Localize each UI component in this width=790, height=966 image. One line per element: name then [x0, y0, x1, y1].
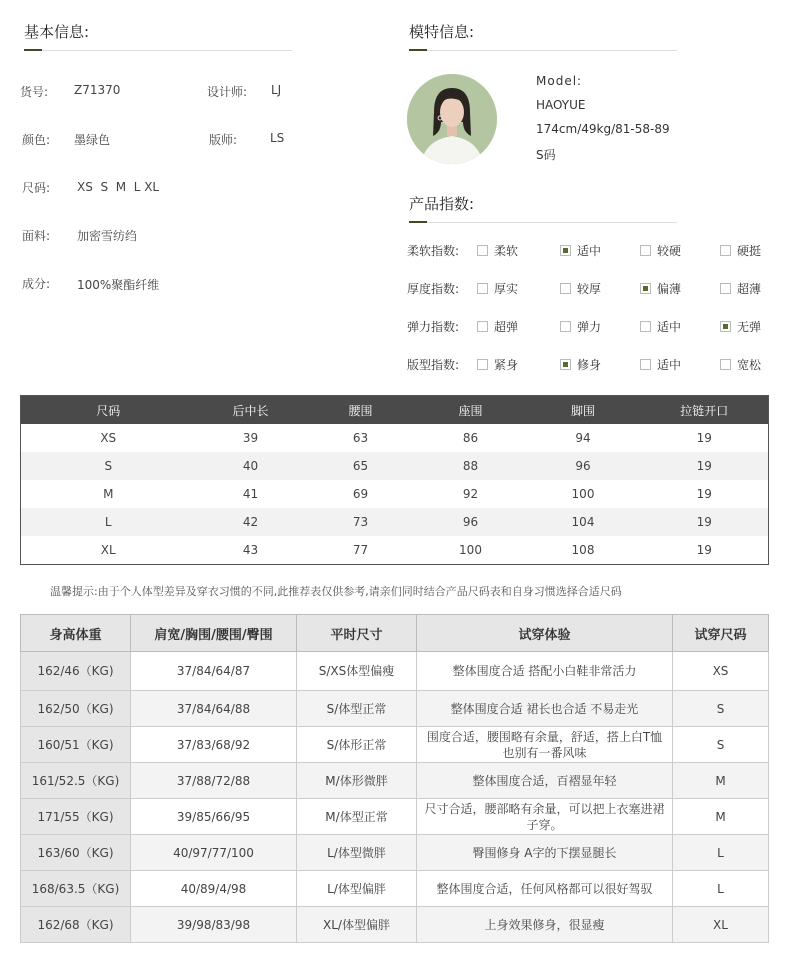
table-cell: 37/84/64/88: [131, 691, 297, 727]
table-cell: 37/83/68/92: [131, 727, 297, 763]
fit-table-header: 平时尺寸: [297, 615, 417, 652]
field-label-designer: 设计师:: [207, 85, 248, 99]
table-cell: 37/88/72/88: [131, 763, 297, 799]
fit-table-header: 试穿体验: [417, 615, 673, 652]
table-row: [21, 424, 769, 452]
field-label-color: 颜色:: [22, 133, 51, 147]
field-label-fabric: 面料:: [22, 229, 51, 243]
table-row: [21, 652, 769, 691]
table-cell: 160/51（KG): [21, 727, 131, 763]
table-row: [21, 691, 769, 727]
fit-table-header: 身高体重: [21, 615, 131, 652]
table-cell: S/体型正常: [297, 691, 417, 727]
checkbox-icon: [477, 245, 488, 256]
model-heading: Model:: [536, 74, 583, 88]
index-option: 较厚: [577, 282, 602, 296]
table-cell: 39: [242, 431, 259, 445]
table-cell: L: [21, 508, 196, 536]
table-cell: 162/50（KG): [21, 691, 131, 727]
checkbox-checked-icon: [560, 245, 571, 256]
model-stats: 174cm/49kg/81-58-89: [536, 122, 670, 136]
checkbox-checked-icon: [560, 359, 571, 370]
table-cell: L/体型偏胖: [297, 871, 417, 907]
basic-info-divider: [24, 50, 292, 51]
table-cell: 96: [416, 508, 526, 536]
checkbox-icon: [477, 359, 488, 370]
table-cell: 41: [242, 487, 259, 501]
size-chart-header: 后中长: [196, 396, 306, 425]
checkbox-icon: [477, 283, 488, 294]
table-row: [21, 727, 769, 763]
checkbox-icon: [560, 321, 571, 332]
table-cell: XS: [100, 431, 117, 445]
table-cell: 19: [696, 431, 712, 445]
table-cell: 围度合适，腰围略有余量，舒适，搭上白T恤也别有一番风味: [417, 727, 673, 763]
table-cell: 40/97/77/100: [131, 835, 297, 871]
size-chart-table: [20, 395, 769, 565]
model-size: S码: [536, 148, 556, 162]
size-tip-note: 温馨提示:由于个人体型差异及穿衣习惯的不同,此推荐表仅供参考,请亲们同时结合产品尺码表和自身习惯选择合适尺码: [50, 585, 622, 598]
size-chart-header: 尺码: [21, 396, 196, 425]
table-cell: S: [673, 727, 769, 763]
table-row: [21, 907, 769, 943]
table-cell: 77: [352, 543, 369, 557]
table-cell: 108: [571, 543, 595, 557]
table-cell: M: [673, 799, 769, 835]
table-cell: 161/52.5（KG): [21, 763, 131, 799]
field-value-fabric: 加密雪纺绉: [77, 229, 138, 243]
index-option: 弹力: [577, 320, 602, 334]
size-chart-header: 腰围: [306, 396, 416, 425]
index-option: 适中: [657, 358, 682, 372]
field-label-composition: 成分:: [22, 277, 51, 291]
field-value-color: 墨绿色: [74, 133, 111, 147]
index-row-label: 厚度指数:: [407, 282, 460, 296]
table-cell: 65: [306, 452, 416, 480]
field-value-size: XS S M L XL: [77, 180, 160, 194]
field-value-composition: 100%聚酯纤维: [77, 278, 160, 292]
field-value-item-no: Z71370: [74, 83, 121, 97]
model-info-title: 模特信息:: [409, 23, 475, 41]
table-cell: L: [673, 871, 769, 907]
checkbox-icon: [640, 359, 651, 370]
table-cell: S/XS体型偏瘦: [297, 652, 417, 691]
index-option: 紧身: [494, 358, 519, 372]
index-option: 厚实: [494, 282, 519, 296]
fit-experience-table: [20, 614, 769, 943]
table-cell: 整体围度合适，任何风格都可以很好驾驭: [417, 871, 673, 907]
index-option: 超薄: [737, 282, 762, 296]
table-row: [21, 480, 769, 508]
table-cell: 37/84/64/87: [131, 652, 297, 691]
product-index-divider: [409, 222, 677, 223]
index-row-label: 版型指数:: [407, 358, 460, 372]
field-label-item-no: 货号:: [20, 85, 49, 99]
table-cell: 39/98/83/98: [131, 907, 297, 943]
table-cell: 整体围度合适 裙长也合适 不易走光: [417, 691, 673, 727]
table-cell: 96: [526, 452, 641, 480]
index-option: 柔软: [494, 244, 519, 258]
table-cell: 19: [641, 452, 769, 480]
table-cell: 104: [526, 508, 641, 536]
table-cell: 100: [459, 543, 482, 557]
checkbox-icon: [477, 321, 488, 332]
table-cell: 整体围度合适 搭配小白鞋非常活力: [417, 652, 673, 691]
table-row: [21, 799, 769, 835]
table-cell: 171/55（KG): [21, 799, 131, 835]
table-cell: 69: [352, 487, 369, 501]
size-chart-header: 拉链开口: [641, 396, 769, 425]
table-cell: 86: [462, 431, 479, 445]
table-cell: 上身效果修身，很显瘦: [417, 907, 673, 943]
table-row: [21, 536, 769, 565]
index-row-label: 柔软指数:: [407, 244, 460, 258]
table-cell: 73: [306, 508, 416, 536]
table-cell: M/体型正常: [297, 799, 417, 835]
table-row: [21, 835, 769, 871]
model-avatar: [407, 74, 497, 164]
table-cell: XL: [100, 543, 116, 557]
table-cell: 整体围度合适，百褶显年轻: [417, 763, 673, 799]
table-cell: 39/85/66/95: [131, 799, 297, 835]
table-row: [21, 763, 769, 799]
checkbox-icon: [560, 283, 571, 294]
checkbox-checked-icon: [640, 283, 651, 294]
field-label-size: 尺码:: [22, 181, 51, 195]
table-cell: S: [673, 691, 769, 727]
table-row: [21, 452, 769, 480]
basic-info-title: 基本信息:: [24, 23, 90, 41]
product-index-title: 产品指数:: [409, 195, 475, 213]
field-value-designer: LJ: [271, 83, 282, 97]
index-option: 超弹: [494, 320, 519, 334]
size-chart-header: 脚围: [526, 396, 641, 425]
product-index-accent: [409, 221, 427, 223]
checkbox-icon: [720, 245, 731, 256]
table-cell: L/体型微胖: [297, 835, 417, 871]
checkbox-icon: [640, 245, 651, 256]
table-cell: 162/46（KG): [21, 652, 131, 691]
model-info-accent: [409, 49, 427, 51]
table-cell: 43: [242, 543, 259, 557]
size-chart-header: 座围: [416, 396, 526, 425]
table-cell: 63: [352, 431, 369, 445]
index-option: 适中: [657, 320, 682, 334]
checkbox-icon: [720, 283, 731, 294]
table-cell: M: [673, 763, 769, 799]
checkbox-icon: [640, 321, 651, 332]
table-cell: S/体形正常: [297, 727, 417, 763]
table-cell: 162/68（KG): [21, 907, 131, 943]
index-option: 修身: [577, 358, 602, 372]
table-cell: M: [103, 487, 114, 501]
index-option: 适中: [577, 244, 602, 258]
index-row-label: 弹力指数:: [407, 320, 460, 334]
table-cell: XL: [673, 907, 769, 943]
fit-table-header-row: [21, 615, 769, 652]
table-cell: M/体形微胖: [297, 763, 417, 799]
table-cell: 94: [575, 431, 591, 445]
table-cell: 163/60（KG): [21, 835, 131, 871]
index-option: 硬挺: [737, 244, 762, 258]
field-value-pattern-maker: LS: [270, 131, 285, 145]
table-cell: 臀围修身 A字的下摆显腿长: [417, 835, 673, 871]
table-cell: 88: [416, 452, 526, 480]
table-row: [21, 871, 769, 907]
table-row: [21, 508, 769, 536]
table-cell: 92: [462, 487, 479, 501]
table-cell: 19: [696, 487, 712, 501]
checkbox-checked-icon: [720, 321, 731, 332]
table-cell: 100: [571, 487, 595, 501]
table-cell: 40: [196, 452, 306, 480]
index-option: 偏薄: [657, 282, 682, 296]
index-option: 较硬: [657, 244, 682, 258]
table-cell: 40/89/4/98: [131, 871, 297, 907]
table-cell: 尺寸合适，腰部略有余量，可以把上衣塞进裙子穿。: [417, 799, 673, 835]
table-cell: XL/体型偏胖: [297, 907, 417, 943]
field-label-pattern-maker: 版师:: [209, 133, 238, 147]
table-cell: 168/63.5（KG): [21, 871, 131, 907]
table-cell: 42: [196, 508, 306, 536]
model-photo-icon: [407, 74, 497, 164]
fit-table-header: 试穿尺码: [673, 615, 769, 652]
table-cell: 19: [696, 543, 712, 557]
table-cell: 19: [641, 508, 769, 536]
table-cell: XS: [673, 652, 769, 691]
size-chart-header-row: [21, 396, 769, 425]
index-option: 宽松: [737, 358, 762, 372]
basic-info-accent: [24, 49, 42, 51]
table-cell: L: [673, 835, 769, 871]
model-name: HAOYUE: [536, 98, 586, 112]
model-info-divider: [409, 50, 677, 51]
index-option: 无弹: [737, 320, 762, 334]
checkbox-icon: [720, 359, 731, 370]
table-cell: S: [21, 452, 196, 480]
fit-table-header: 肩宽/胸围/腰围/臀围: [131, 615, 297, 652]
